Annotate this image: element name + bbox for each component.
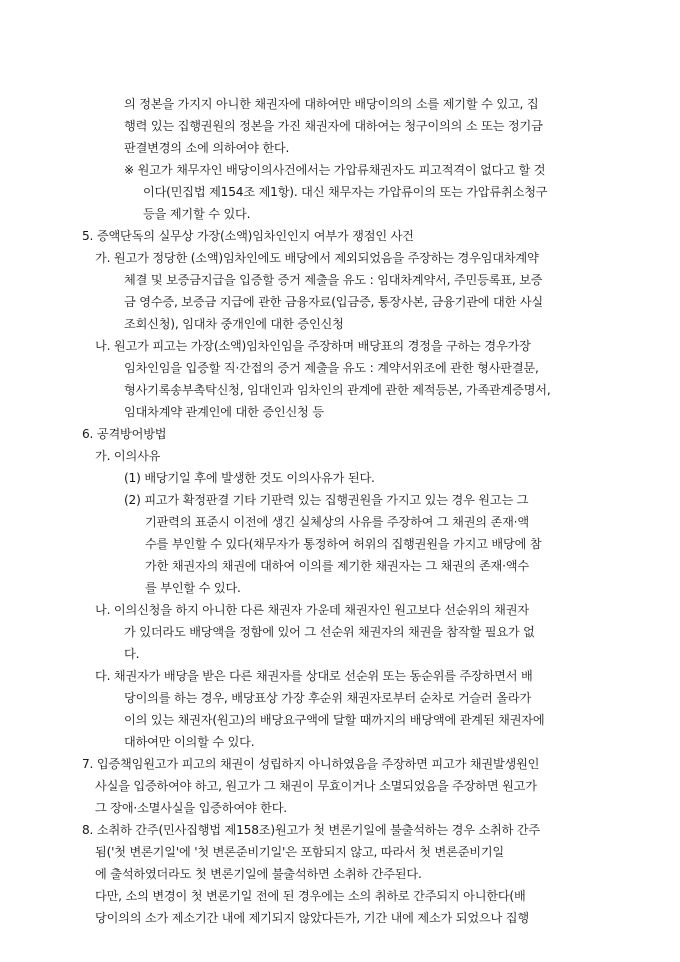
text-line: 에 출석하였더라도 첫 변론기일에 불출석하면 소취하 간주된다.	[95, 867, 422, 881]
text-line: 판결변경의 소에 의하여야 한다.	[124, 141, 290, 155]
note-line: 등을 제기할 수 있다.	[143, 207, 251, 221]
text-line: 그 장애·소멸사실을 입증하여야 한다.	[95, 801, 287, 815]
text-line: 를 부인할 수 있다.	[145, 581, 241, 595]
text-line: 형사기록송부촉탁신청, 임대인과 임차인의 관계에 관한 제적등본, 가족관계증명서,	[124, 383, 551, 397]
section-heading: 6. 공격방어방법	[82, 427, 167, 441]
text-line: 임대차계약 관계인에 대한 증인신청 등	[124, 405, 324, 419]
text-line: 다만, 소의 변경이 첫 변론기일 전에 된 경우에는 소의 취하로 간주되지 아니한다(배	[95, 889, 526, 903]
text-line: 가 있더라도 배당액을 정함에 있어 그 선순위 채권자의 채권을 참작할 필요가 없	[124, 625, 535, 639]
text-line: 금 영수증, 보증금 지급에 관한 금융자료(입금증, 통장사본, 금융기관에 대한 사실	[124, 295, 543, 309]
section-heading: 7. 입증책임원고가 피고의 채권이 성립하지 아니하였음을 주장하면 피고가 채권발생원인	[82, 757, 540, 771]
text-line: 조회신청), 임대차 중개인에 대한 증인신청	[124, 317, 344, 331]
text-line: 가한 채권자의 채권에 대하여 이의를 제기한 채권자는 그 채권의 존재·액수	[145, 559, 529, 573]
text-line: 사실을 입증하여야 하고, 원고가 그 채권이 무효이거나 소멸되었음을 주장하면 원고가	[95, 779, 537, 793]
text-line: 나. 이의신청을 하지 아니한 다른 채권자 가운데 채권자인 원고보다 선순위의 채권자	[95, 603, 529, 617]
text-line: 당이의를 하는 경우, 배당표상 가장 후순위 채권자로부터 순차로 거슬러 올라가	[124, 691, 532, 705]
note-line: ※ 원고가 채무자인 배당이의사건에서는 가압류채권자도 피고적격이 없다고 할 것	[124, 163, 546, 177]
text-line: 기판력의 표준시 이전에 생긴 실체상의 사유를 주장하여 그 채권의 존재·액	[145, 515, 529, 529]
text-line: (1) 배당기일 후에 발생한 것도 이의사유가 된다.	[124, 471, 375, 485]
text-line: 대하여만 이의할 수 있다.	[124, 735, 255, 749]
text-line: 행력 있는 집행권원의 정본을 가진 채권자에 대하여는 청구이의의 소 또는 정기금	[124, 119, 543, 133]
text-line: 이의 있는 채권자(원고)의 배당요구액에 달할 때까지의 배당액에 관계된 채권자에	[124, 713, 545, 727]
text-line: 됨('첫 변론기일'에 '첫 변론준비기일'은 포함되지 않고, 따라서 첫 변론준비기일	[95, 845, 504, 859]
text-line: 나. 원고가 피고는 가장(소액)임차인임을 주장하며 배당표의 경정을 구하는 경우가장	[95, 339, 531, 353]
text-line: (2) 피고가 확정판결 기타 기판력 있는 집행권원을 가지고 있는 경우 원고는 그	[124, 493, 529, 507]
text-line: 다. 채권자가 배당을 받은 다른 채권자를 상대로 선순위 또는 동순위를 주장하면서 배	[95, 669, 533, 683]
text-line: 체결 및 보증금지급을 입증할 증거 제출을 유도 : 임대차계약서, 주민등록표, 보증	[124, 273, 543, 287]
note-line: 이다(민집법 제154조 제1항). 대신 채무자는 가압류이의 또는 가압류취소청구	[143, 185, 548, 199]
section-heading: 5. 증액단독의 실무상 가장(소액)임차인인지 여부가 쟁점인 사건	[82, 229, 414, 243]
text-line: 임차인임을 입증할 직·간접의 증거 제출을 유도 : 계약서위조에 관한 형사판결문,	[124, 361, 539, 375]
text-line: 가. 원고가 정당한 (소액)임차인에도 배당에서 제외되었음을 주장하는 경우임대차계약	[95, 251, 539, 265]
text-line: 수를 부인할 수 있다(채무자가 통정하여 허위의 집행권원을 가지고 배당에 참	[145, 537, 542, 551]
section-heading: 8. 소취하 간주(민사집행법 제158조)원고가 첫 변론기일에 불출석하는 경우 소취하 간주	[82, 823, 540, 837]
subsection-heading: 가. 이의사유	[95, 449, 161, 463]
text-line: 당이의의 소가 제소기간 내에 제기되지 않았다든가, 기간 내에 제소가 되었으나 집행	[95, 911, 529, 925]
text-line: 다.	[124, 647, 140, 661]
text-line: 의 정본을 가지지 아니한 채권자에 대하여만 배당이의의 소를 제기할 수 있고, 집	[124, 97, 539, 111]
